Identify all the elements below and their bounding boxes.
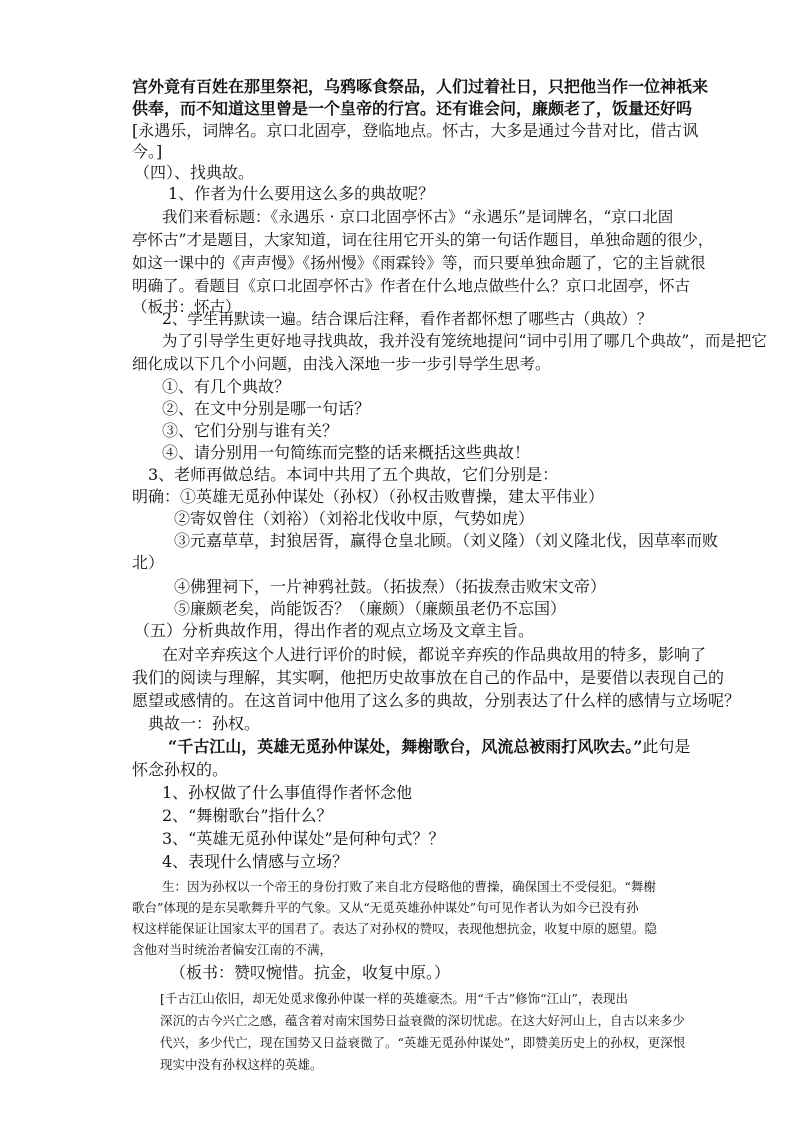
list-item: 4、表现什么情感与立场？	[162, 852, 349, 871]
section-heading: （五）分析典故作用，得出作者的观点立场及文章主旨。	[134, 621, 535, 640]
text-line: （板书：怀古）	[132, 298, 241, 316]
text-line: 深沉的古今兴亡之感，蕴含着对南宋国势日益衰微的深切忧虑。在这大好河山上，自古以来多少	[160, 1013, 686, 1028]
list-item: 1、孙权做了什么事值得作者怀念他	[162, 783, 413, 802]
text-line: 现实中没有孙权这样的英雄。	[160, 1057, 323, 1072]
text-line: 在对辛弃疾这个人进行评价的时候，都说辛弃疾的作品典故用的特多，影响了	[162, 645, 707, 664]
text-line: 明确：①英雄无觅孙仲谋处（孙权）（孙权击败曹操，建太平伟业）	[132, 487, 605, 506]
text-line: 含他对当时统治者偏安江南的不满，	[132, 942, 333, 957]
text-line: 宫外竟有百姓在那里祭祀，乌鸦啄食祭品，人们过着社日，只把他当作一位神祇来	[132, 77, 709, 96]
quote-bold: “千古江山，英雄无觅孙仲谋处，舞榭歌台，风流总被雨打风吹去。”	[168, 737, 643, 756]
text-line: 今。]	[132, 142, 163, 161]
list-item: ①、有几个典故？	[162, 377, 291, 396]
quote-line	[168, 736, 690, 758]
text-line: 明确了。看题目《京口北固亭怀古》作者在什么地点做些什么？京口北固亭，怀古	[132, 277, 691, 295]
text-line: 供奉，而不知道这里曾是一个皇帝的行宫。还有谁会问，廉颇老了，饭量还好吗	[132, 99, 693, 118]
section-heading: （四）、找典故。	[134, 163, 255, 182]
text-line: 生：因为孙权以一个帝王的身份打败了来自北方侵略他的曹操，确保国土不受侵犯。“舞榭	[162, 879, 656, 894]
text-line: 怀念孙权的。	[132, 760, 229, 779]
text-line: 歌台”体现的是东吴歌舞升平的气象。又从“无觅英雄孙仲谋处”句可见作者认为如今已没有孙	[132, 900, 639, 915]
list-item: 3、“英雄无觅孙仲谋处”是何种句式？？	[162, 829, 445, 848]
text-line: 1、作者为什么要用这么多的典故呢？	[168, 184, 435, 203]
text-line: 权这样能保证让国家太平的国君了。表达了对孙权的赞叹，表现他想抗金，收复中原的愿望。隐	[132, 921, 658, 936]
text-line: 我们来看标题：《永遇乐 · 京口北固亭怀古》“永遇乐”是词牌名，“京口北固	[162, 208, 674, 226]
text-line: [永遇乐，词牌名。京口北固亭，登临地点。怀古，大多是通过今昔对比，借古讽	[132, 121, 699, 140]
list-item: ③、它们分别与谁有关？	[162, 421, 339, 440]
text-line: ②寄奴曾住（刘裕）（刘裕北伐收中原，气势如虎）	[174, 509, 535, 528]
text-line: 我们的阅读与理解，其实啊，他把历史故事放在自己的作品中，是要借以表现自己的	[132, 668, 725, 687]
list-item: ④、请分别用一句简练而完整的话来概括这些典故！	[162, 443, 531, 462]
quote-rest: 此句是	[642, 737, 691, 756]
text-line: 为了引导学生更好地寻找典故，我并没有笼统地提问“词中引用了哪几个典故”，而是把它	[162, 332, 767, 350]
text-line: [千古江山依旧，却无处觅求像孙仲谋一样的英雄豪杰。用“千古”修饰“江山”，表现出	[160, 991, 628, 1006]
text-line: 典故一：孙权。	[148, 714, 261, 733]
text-line: 亭怀古”才是题目，大家知道，词在往用它开头的第一句话作题目，单独命题的很少，	[132, 231, 714, 249]
text-line: 2、学生再默读一遍。结合课后注释，看作者都怀想了哪些古（典故）？	[162, 310, 653, 328]
text-line: 愿望或感情的。在这首词中他用了这么多的典故，分别表达了什么样的感情与立场呢？	[132, 691, 741, 710]
text-line: 细化成以下几个小问题，由浅入深地一步一步引导学生思考。	[132, 355, 551, 373]
text-line: 代兴，多少代亡，现在国势又日益衰微了。“英雄无觅孙仲谋处”，即赞美历史上的孙权，更深恨	[160, 1035, 686, 1050]
text-line: 3、老师再做总结。本词中共用了五个典故，它们分别是：	[148, 465, 559, 484]
text-line: ④佛狸祠下，一片神鸦社鼓。（拓拔焘）（拓拔焘击败宋文帝）	[174, 577, 607, 596]
text-line: 北）	[132, 553, 165, 572]
text-line: ⑤廉颇老矣，尚能饭否？（廉颇）（廉颇虽老仍不忘国）	[174, 599, 567, 618]
list-item: 2、“舞榭歌台”指什么？	[162, 806, 333, 825]
list-item: ②、在文中分别是哪一句话？	[162, 399, 371, 418]
text-line: 如这一课中的《声声慢》《扬州慢》《雨霖铃》等，而只要单独命题了，它的主旨就很	[132, 254, 706, 272]
blackboard-note: （板书：赞叹惋惜。抗金，收复中原。）	[170, 963, 451, 982]
text-line: ③元嘉草草，封狼居胥，赢得仓皇北顾。（刘义隆）（刘义隆北伐，因草率而败	[174, 531, 719, 550]
